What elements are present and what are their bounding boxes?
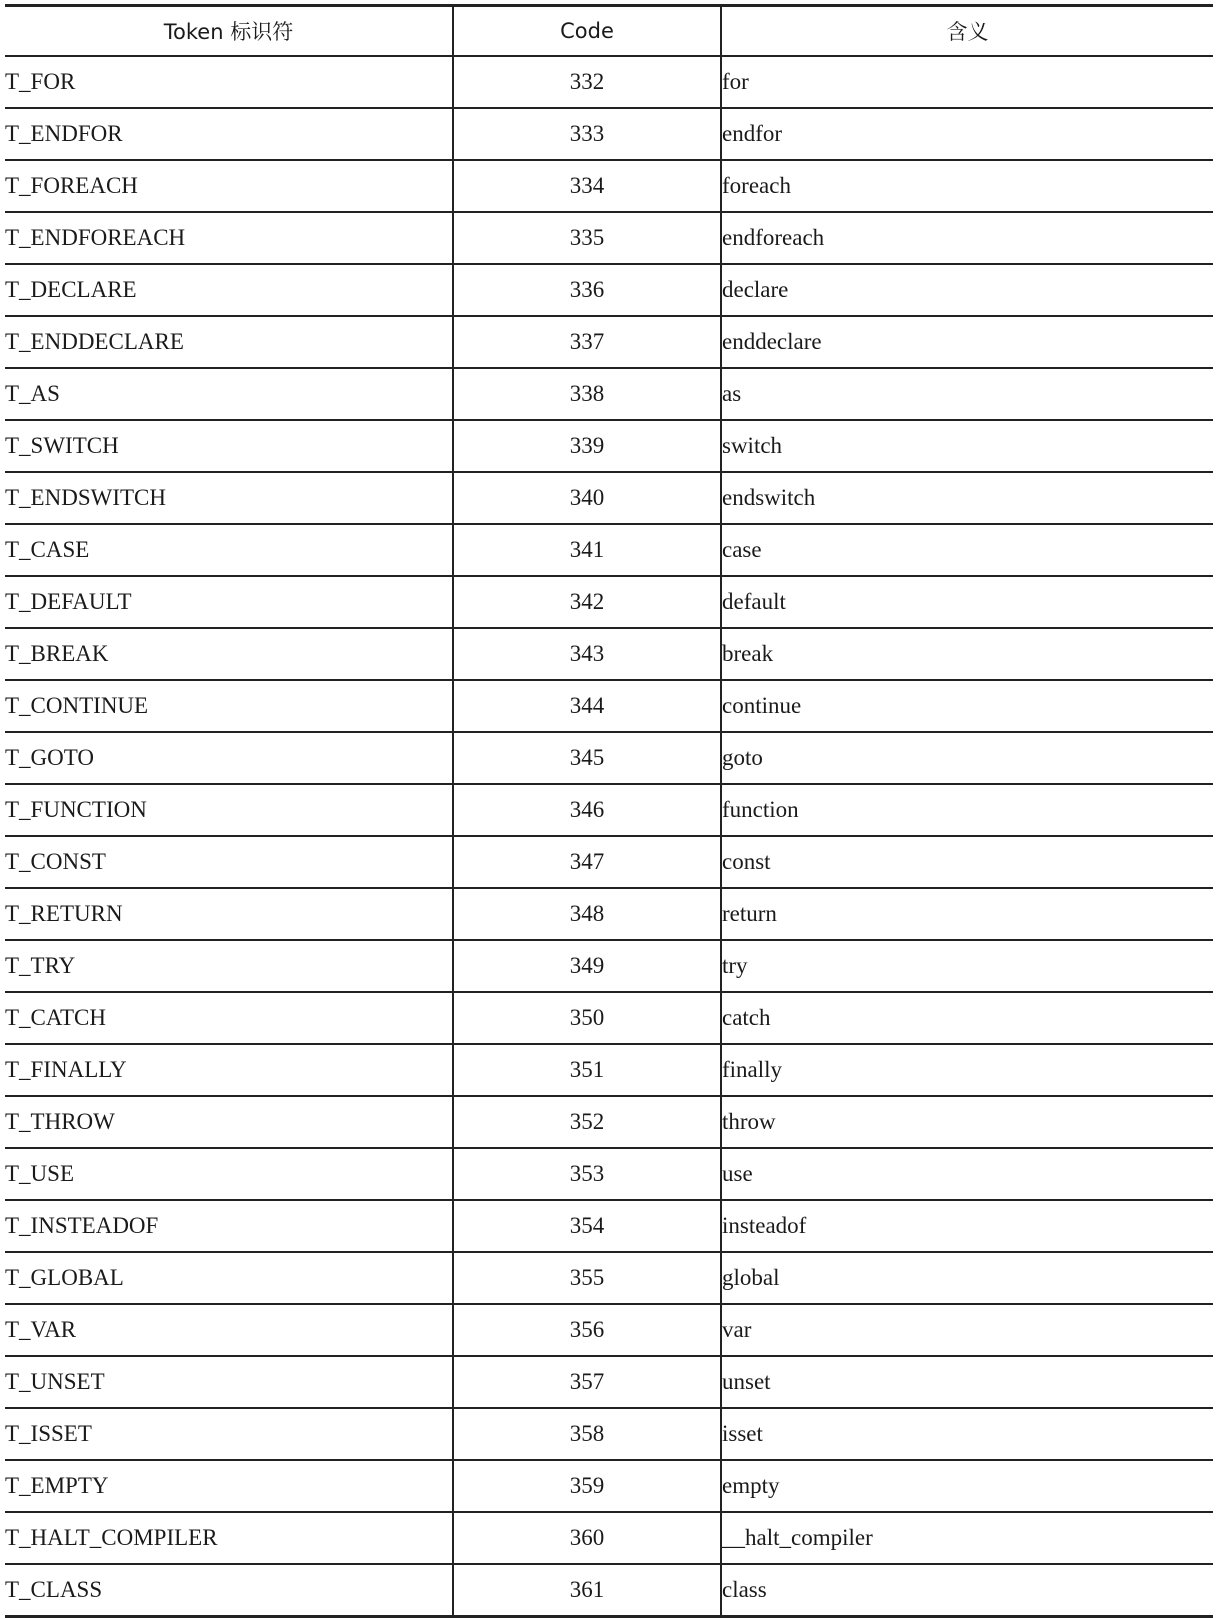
token-identifier-cell: T_BREAK: [5, 628, 453, 680]
table-row: [5, 888, 1213, 940]
table-row: [5, 1200, 1213, 1252]
token-identifier-cell: T_ISSET: [5, 1408, 453, 1460]
meaning-cell: declare: [721, 264, 1213, 316]
code-cell: 346: [453, 784, 721, 836]
table-row: [5, 576, 1213, 628]
token-identifier-cell: T_FUNCTION: [5, 784, 453, 836]
meaning-cell: use: [721, 1148, 1213, 1200]
token-identifier-cell: T_CLASS: [5, 1564, 453, 1617]
code-cell: 340: [453, 472, 721, 524]
table-row: [5, 1148, 1213, 1200]
meaning-cell: var: [721, 1304, 1213, 1356]
table-row: [5, 680, 1213, 732]
header-code: Code: [453, 6, 721, 57]
code-cell: 351: [453, 1044, 721, 1096]
header-row: [5, 6, 1213, 57]
token-table: [5, 4, 1213, 1618]
token-identifier-cell: T_INSTEADOF: [5, 1200, 453, 1252]
token-identifier-cell: T_FINALLY: [5, 1044, 453, 1096]
code-cell: 349: [453, 940, 721, 992]
table-row: [5, 420, 1213, 472]
table-row: [5, 368, 1213, 420]
code-cell: 339: [453, 420, 721, 472]
token-identifier-cell: T_EMPTY: [5, 1460, 453, 1512]
table-row: [5, 1564, 1213, 1617]
header-token-identifier: Token 标识符: [5, 6, 453, 57]
token-identifier-cell: T_UNSET: [5, 1356, 453, 1408]
code-cell: 354: [453, 1200, 721, 1252]
table-header: [5, 6, 1213, 57]
code-cell: 353: [453, 1148, 721, 1200]
code-cell: 338: [453, 368, 721, 420]
meaning-cell: goto: [721, 732, 1213, 784]
meaning-cell: global: [721, 1252, 1213, 1304]
code-cell: 350: [453, 992, 721, 1044]
meaning-cell: break: [721, 628, 1213, 680]
token-identifier-cell: T_VAR: [5, 1304, 453, 1356]
token-identifier-cell: T_AS: [5, 368, 453, 420]
code-cell: 335: [453, 212, 721, 264]
token-identifier-cell: T_ENDDECLARE: [5, 316, 453, 368]
code-cell: 355: [453, 1252, 721, 1304]
meaning-cell: continue: [721, 680, 1213, 732]
meaning-cell: unset: [721, 1356, 1213, 1408]
code-cell: 348: [453, 888, 721, 940]
table-row: [5, 1356, 1213, 1408]
code-cell: 341: [453, 524, 721, 576]
code-cell: 361: [453, 1564, 721, 1617]
code-cell: 333: [453, 108, 721, 160]
table-row: [5, 628, 1213, 680]
meaning-cell: endforeach: [721, 212, 1213, 264]
meaning-cell: function: [721, 784, 1213, 836]
meaning-cell: empty: [721, 1460, 1213, 1512]
code-cell: 334: [453, 160, 721, 212]
meaning-cell: enddeclare: [721, 316, 1213, 368]
meaning-cell: return: [721, 888, 1213, 940]
meaning-cell: endswitch: [721, 472, 1213, 524]
code-cell: 360: [453, 1512, 721, 1564]
token-identifier-cell: T_CATCH: [5, 992, 453, 1044]
token-identifier-cell: T_FOREACH: [5, 160, 453, 212]
code-cell: 352: [453, 1096, 721, 1148]
meaning-cell: finally: [721, 1044, 1213, 1096]
table-row: [5, 784, 1213, 836]
token-identifier-cell: T_ENDFOREACH: [5, 212, 453, 264]
table-row: [5, 56, 1213, 108]
token-identifier-cell: T_RETURN: [5, 888, 453, 940]
code-cell: 345: [453, 732, 721, 784]
token-identifier-cell: T_GLOBAL: [5, 1252, 453, 1304]
meaning-cell: catch: [721, 992, 1213, 1044]
meaning-cell: __halt_compiler: [721, 1512, 1213, 1564]
header-meaning: 含义: [721, 6, 1213, 57]
code-cell: 336: [453, 264, 721, 316]
token-identifier-cell: T_CONTINUE: [5, 680, 453, 732]
meaning-cell: class: [721, 1564, 1213, 1617]
code-cell: 342: [453, 576, 721, 628]
code-cell: 358: [453, 1408, 721, 1460]
token-identifier-cell: T_FOR: [5, 56, 453, 108]
table-row: [5, 1096, 1213, 1148]
code-cell: 356: [453, 1304, 721, 1356]
token-identifier-cell: T_CASE: [5, 524, 453, 576]
code-cell: 343: [453, 628, 721, 680]
meaning-cell: endfor: [721, 108, 1213, 160]
table-row: [5, 316, 1213, 368]
table-row: [5, 1408, 1213, 1460]
meaning-cell: isset: [721, 1408, 1213, 1460]
table-row: [5, 108, 1213, 160]
meaning-cell: for: [721, 56, 1213, 108]
token-identifier-cell: T_DECLARE: [5, 264, 453, 316]
meaning-cell: case: [721, 524, 1213, 576]
table-body: [5, 56, 1213, 1617]
token-identifier-cell: T_ENDSWITCH: [5, 472, 453, 524]
token-identifier-cell: T_THROW: [5, 1096, 453, 1148]
table-row: [5, 1460, 1213, 1512]
table-row: [5, 1252, 1213, 1304]
meaning-cell: default: [721, 576, 1213, 628]
token-identifier-cell: T_HALT_COMPILER: [5, 1512, 453, 1564]
table-row: [5, 940, 1213, 992]
token-identifier-cell: T_GOTO: [5, 732, 453, 784]
meaning-cell: insteadof: [721, 1200, 1213, 1252]
code-cell: 347: [453, 836, 721, 888]
token-identifier-cell: T_USE: [5, 1148, 453, 1200]
table-row: [5, 160, 1213, 212]
table-row: [5, 212, 1213, 264]
table-row: [5, 836, 1213, 888]
token-identifier-cell: T_DEFAULT: [5, 576, 453, 628]
meaning-cell: switch: [721, 420, 1213, 472]
code-cell: 357: [453, 1356, 721, 1408]
token-identifier-cell: T_CONST: [5, 836, 453, 888]
meaning-cell: try: [721, 940, 1213, 992]
token-identifier-cell: T_ENDFOR: [5, 108, 453, 160]
meaning-cell: as: [721, 368, 1213, 420]
code-cell: 332: [453, 56, 721, 108]
token-identifier-cell: T_SWITCH: [5, 420, 453, 472]
table-row: [5, 264, 1213, 316]
code-cell: 344: [453, 680, 721, 732]
table-row: [5, 1512, 1213, 1564]
token-identifier-cell: T_TRY: [5, 940, 453, 992]
table-row: [5, 992, 1213, 1044]
code-cell: 359: [453, 1460, 721, 1512]
meaning-cell: throw: [721, 1096, 1213, 1148]
table-row: [5, 732, 1213, 784]
meaning-cell: foreach: [721, 160, 1213, 212]
table-row: [5, 472, 1213, 524]
table-row: [5, 524, 1213, 576]
table-row: [5, 1304, 1213, 1356]
meaning-cell: const: [721, 836, 1213, 888]
table-row: [5, 1044, 1213, 1096]
code-cell: 337: [453, 316, 721, 368]
